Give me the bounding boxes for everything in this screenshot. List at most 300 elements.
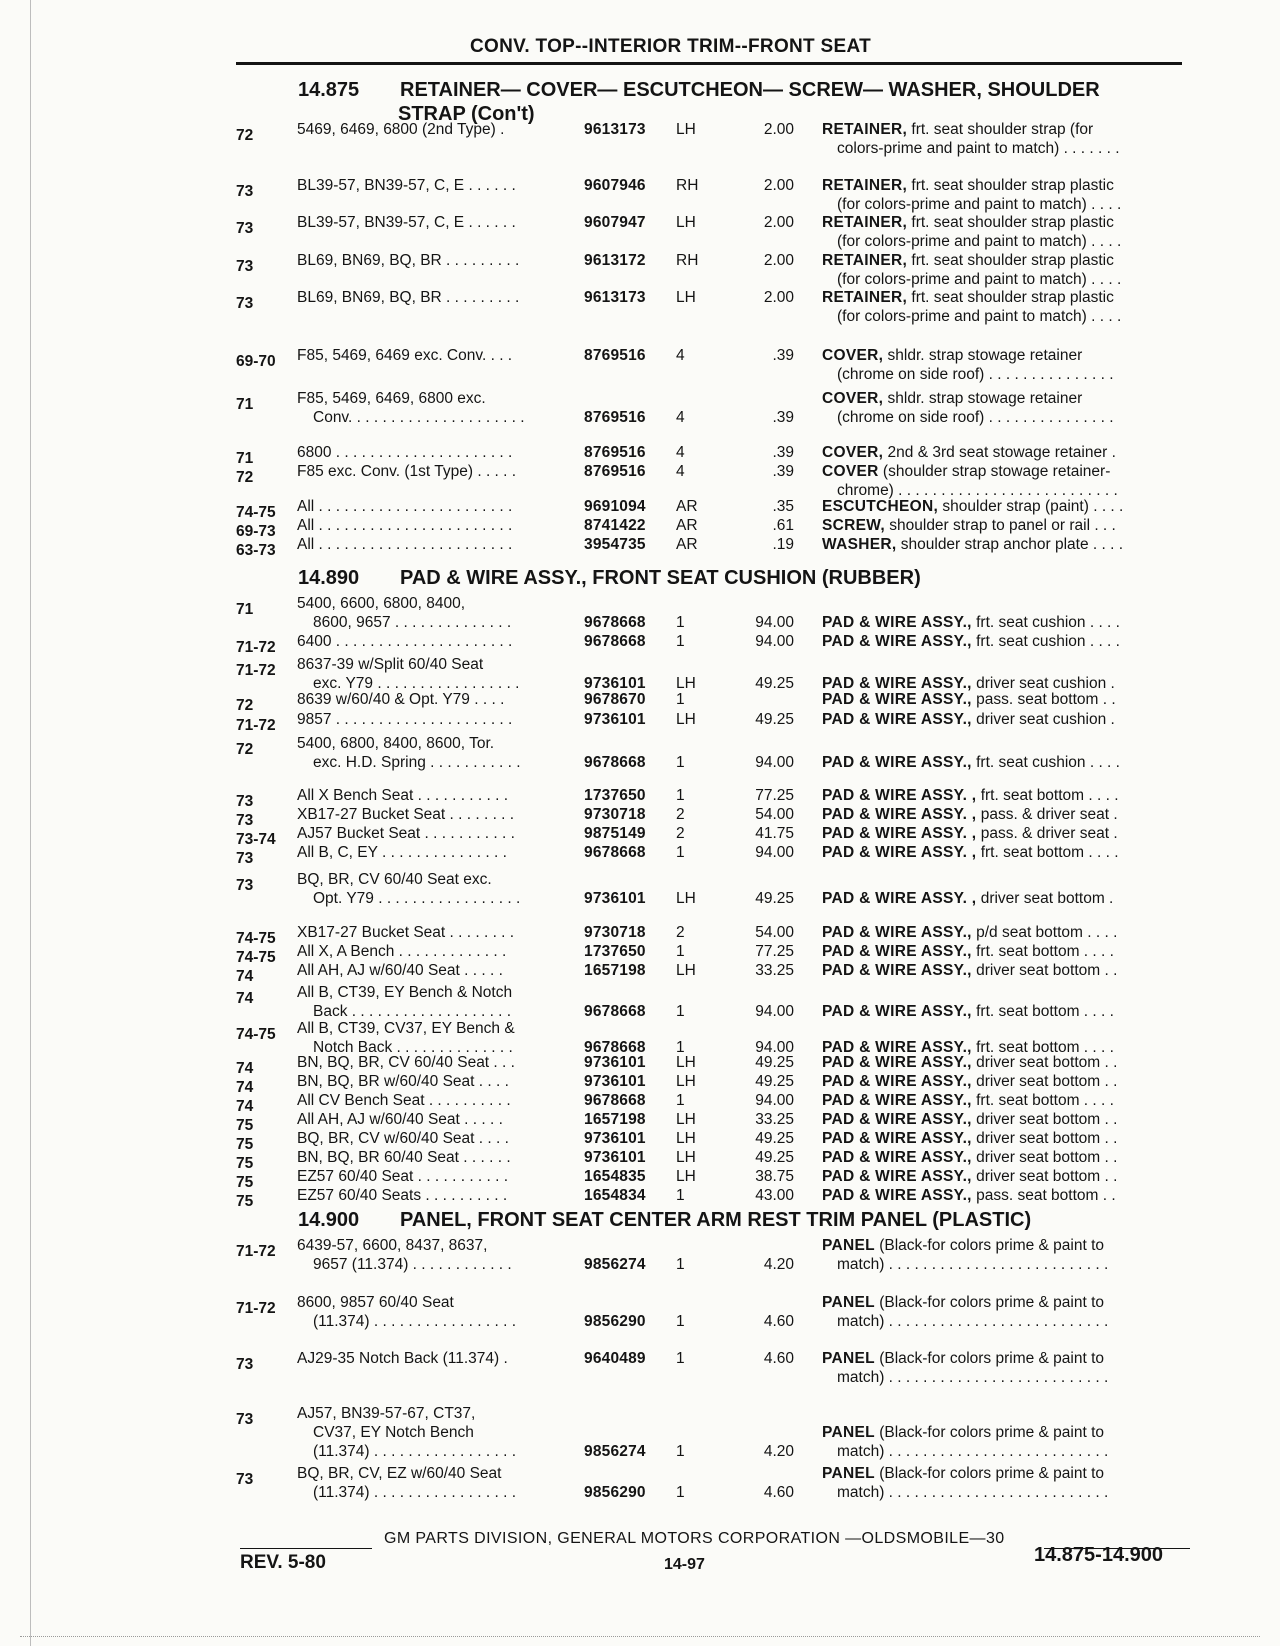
footer-revision: REV. 5-80 — [240, 1552, 326, 1573]
description-line — [822, 1237, 1104, 1254]
model-year: 74 — [236, 1060, 254, 1077]
part-number: 9678668 — [584, 633, 646, 650]
model-applicability — [297, 443, 562, 462]
model-year: 75 — [236, 1193, 254, 1210]
part-number: 9678670 — [584, 691, 646, 708]
part-name: RETAINER, — [822, 289, 908, 306]
price: 2.00 — [763, 214, 794, 231]
price: 49.25 — [755, 890, 794, 907]
model-year: 74 — [236, 1098, 254, 1115]
model-year: 73 — [236, 295, 254, 312]
model-line: 9857 . . . . . . . . . . . . . . . . . . . . . — [297, 711, 513, 728]
quantity: 2 — [676, 924, 685, 941]
description-line — [822, 711, 1115, 728]
model-line: BQ, BR, CV, EZ w/60/40 Seat — [297, 1465, 502, 1482]
part-number: 9607946 — [584, 177, 646, 194]
model-year: 63-73 — [236, 542, 276, 559]
quantity: 1 — [676, 1003, 685, 1020]
model-year: 75 — [236, 1136, 254, 1153]
quantity: RH — [676, 177, 699, 194]
part-description — [822, 1148, 1194, 1167]
description-text: driver seat bottom . — [976, 890, 1114, 907]
model-applicability — [297, 983, 562, 1021]
model-line: BL39-57, BN39-57, C, E . . . . . . — [297, 177, 516, 194]
description-text: driver seat cushion . — [971, 675, 1115, 692]
description-text: (shoulder strap stowage retainer- — [878, 463, 1111, 480]
description-line — [822, 1130, 1117, 1147]
quantity: 1 — [676, 1484, 685, 1501]
description-text: driver seat bottom . . — [971, 1054, 1118, 1071]
part-number: 1654835 — [584, 1168, 646, 1185]
part-number: 9640489 — [584, 1350, 646, 1367]
part-description — [822, 824, 1194, 843]
price: 49.25 — [755, 1149, 794, 1166]
part-name: PAD & WIRE ASSY., — [822, 1003, 972, 1020]
quantity: 1 — [676, 1092, 685, 1109]
model-line: Conv. . . . . . . . . . . . . . . . . . . . . — [313, 409, 525, 426]
model-applicability — [297, 1293, 562, 1331]
model-line: AJ57, BN39-57-67, CT37, — [297, 1405, 476, 1422]
model-line: BN, BQ, BR, CV 60/40 Seat . . . — [297, 1054, 515, 1071]
price: .39 — [772, 444, 794, 461]
quantity: 1 — [676, 1350, 685, 1367]
description-text: frt. seat shoulder strap (for — [907, 121, 1094, 138]
description-text: pass. & driver seat . — [976, 806, 1118, 823]
part-name: PANEL — [822, 1424, 875, 1441]
model-applicability — [297, 389, 562, 427]
part-name: COVER, — [822, 444, 884, 461]
part-description — [822, 805, 1194, 824]
model-applicability — [297, 1464, 562, 1502]
price: 2.00 — [763, 252, 794, 269]
section-number: 14.890 — [298, 567, 360, 589]
description-line — [822, 390, 1082, 407]
part-name: RETAINER, — [822, 214, 908, 231]
part-number: 9856290 — [584, 1313, 646, 1330]
model-applicability — [297, 710, 562, 729]
description-line — [822, 1350, 1104, 1367]
model-applicability — [297, 1053, 562, 1072]
model-year: 75 — [236, 1155, 254, 1172]
part-description — [822, 613, 1194, 632]
part-name: PAD & WIRE ASSY. , — [822, 844, 977, 861]
part-description — [822, 346, 1194, 384]
model-year: 73 — [236, 1471, 254, 1488]
footer-page-number: 14-97 — [664, 1556, 705, 1573]
description-line — [822, 1092, 1114, 1109]
quantity: LH — [676, 675, 696, 692]
price: 54.00 — [755, 924, 794, 941]
description-text: driver seat cushion . — [971, 711, 1115, 728]
description-text: p/d seat bottom . . . . — [971, 924, 1118, 941]
price: 2.00 — [763, 289, 794, 306]
model-line: All CV Bench Seat . . . . . . . . . . — [297, 1092, 511, 1109]
part-description — [822, 961, 1194, 980]
part-number: 9736101 — [584, 1130, 646, 1147]
description-text: driver seat bottom . . — [971, 1111, 1118, 1128]
model-line: F85, 5469, 6469, 6800 exc. — [297, 390, 486, 407]
model-applicability — [297, 288, 562, 307]
part-description — [822, 213, 1194, 251]
part-name: PAD & WIRE ASSY., — [822, 1054, 972, 1071]
quantity: AR — [676, 498, 698, 515]
model-line: 9657 (11.374) . . . . . . . . . . . . — [313, 1256, 512, 1273]
model-line: All AH, AJ w/60/40 Seat . . . . . — [297, 962, 503, 979]
part-name: COVER, — [822, 347, 884, 364]
description-line — [822, 289, 1114, 306]
part-name: PAD & WIRE ASSY., — [822, 1168, 972, 1185]
part-number: 9678668 — [584, 1039, 646, 1056]
part-name: RETAINER, — [822, 177, 908, 194]
price: 94.00 — [755, 633, 794, 650]
price: 4.20 — [763, 1443, 794, 1460]
model-year: 75 — [236, 1174, 254, 1191]
part-name: PAD & WIRE ASSY., — [822, 675, 972, 692]
description-line — [822, 890, 1113, 907]
quantity: 1 — [676, 614, 685, 631]
part-name: ESCUTCHEON, — [822, 498, 939, 515]
description-line — [822, 1054, 1117, 1071]
model-applicability — [297, 497, 562, 516]
quantity: 1 — [676, 943, 685, 960]
description-text: driver seat bottom . . — [971, 962, 1118, 979]
section-title: RETAINER— COVER— ESCUTCHEON— SCREW— WASHER, SHOULDER — [400, 79, 1100, 101]
quantity: LH — [676, 1130, 696, 1147]
part-name: PAD & WIRE ASSY., — [822, 1187, 972, 1204]
model-line: All B, CT39, CV37, EY Bench & — [297, 1020, 515, 1037]
part-name: PAD & WIRE ASSY., — [822, 1092, 972, 1109]
part-number: 9678668 — [584, 614, 646, 631]
model-line: 5400, 6800, 8400, 8600, Tor. — [297, 735, 495, 752]
model-line: BL69, BN69, BQ, BR . . . . . . . . . — [297, 252, 520, 269]
section-title: PANEL, FRONT SEAT CENTER ARM REST TRIM PANEL (PLASTIC) — [400, 1209, 1032, 1231]
part-number: 9613172 — [584, 252, 646, 269]
part-number: 9856274 — [584, 1256, 646, 1273]
description-line — [822, 444, 1116, 461]
part-number: 9736101 — [584, 1149, 646, 1166]
description-line — [822, 844, 1119, 861]
model-line: All AH, AJ w/60/40 Seat . . . . . — [297, 1111, 503, 1128]
model-year: 73 — [236, 877, 254, 894]
price: .35 — [772, 498, 794, 515]
description-text: frt. seat cushion . . . . — [971, 614, 1120, 631]
part-description — [822, 516, 1194, 535]
part-number: 9736101 — [584, 1073, 646, 1090]
model-line: 6400 . . . . . . . . . . . . . . . . . . . . . — [297, 633, 513, 650]
quantity: 1 — [676, 1039, 685, 1056]
description-text: (Black-for colors prime & paint to — [874, 1294, 1105, 1311]
description-line — [822, 536, 1123, 553]
part-name: PAD & WIRE ASSY., — [822, 1111, 972, 1128]
description-line — [822, 1003, 1114, 1020]
model-applicability — [297, 824, 562, 843]
part-description — [822, 690, 1194, 709]
price: 94.00 — [755, 1092, 794, 1109]
model-year: 71 — [236, 601, 254, 618]
model-year: 75 — [236, 1117, 254, 1134]
description-line — [822, 825, 1118, 842]
part-number: 8769516 — [584, 347, 646, 364]
part-name: PAD & WIRE ASSY., — [822, 633, 972, 650]
description-line — [822, 214, 1114, 231]
model-applicability — [297, 632, 562, 651]
part-name: PANEL — [822, 1294, 875, 1311]
model-line: BN, BQ, BR w/60/40 Seat . . . . — [297, 1073, 509, 1090]
price: .19 — [772, 536, 794, 553]
quantity: 1 — [676, 754, 685, 771]
price: 4.60 — [763, 1484, 794, 1501]
part-number: 9678668 — [584, 754, 646, 771]
part-name: PAD & WIRE ASSY., — [822, 924, 972, 941]
part-number: 9678668 — [584, 1003, 646, 1020]
model-year: 69-73 — [236, 523, 276, 540]
model-line: 8600, 9657 . . . . . . . . . . . . . . — [313, 614, 512, 631]
part-description — [822, 1186, 1194, 1205]
model-year: 74-75 — [236, 949, 276, 966]
description-text: frt. seat shoulder strap plastic — [907, 177, 1114, 194]
price: 33.25 — [755, 1111, 794, 1128]
part-name: PANEL — [822, 1465, 875, 1482]
part-number: 1657198 — [584, 1111, 646, 1128]
description-text: frt. seat cushion . . . . — [971, 633, 1120, 650]
description-line — [822, 1168, 1117, 1185]
description-continuation: match) . . . . . . . . . . . . . . . . . . . . . . . . . . — [837, 1313, 1109, 1330]
model-line: All X Bench Seat . . . . . . . . . . . — [297, 787, 509, 804]
part-description — [822, 923, 1194, 942]
part-name: SCREW, — [822, 517, 885, 534]
part-number: 9613173 — [584, 121, 646, 138]
part-description — [822, 1349, 1194, 1387]
part-description — [822, 889, 1194, 908]
model-year: 74 — [236, 990, 254, 1007]
description-line — [822, 787, 1119, 804]
part-number: 1737650 — [584, 943, 646, 960]
description-text: frt. seat bottom . . . . — [971, 1039, 1114, 1056]
price: 4.60 — [763, 1350, 794, 1367]
part-number: 1737650 — [584, 787, 646, 804]
description-continuation: chrome) . . . . . . . . . . . . . . . . . . . . . . . . . . — [837, 482, 1118, 499]
model-year: 71-72 — [236, 1300, 276, 1317]
part-number: 9678668 — [584, 1092, 646, 1109]
description-continuation: (for colors-prime and paint to match) . . . . — [837, 196, 1122, 213]
quantity: 1 — [676, 787, 685, 804]
description-line — [822, 1073, 1117, 1090]
part-name: PAD & WIRE ASSY. , — [822, 806, 977, 823]
description-continuation: (for colors-prime and paint to match) . . . . — [837, 308, 1122, 325]
description-text: (Black-for colors prime & paint to — [874, 1424, 1105, 1441]
price: 49.25 — [755, 675, 794, 692]
quantity: AR — [676, 517, 698, 534]
model-year: 74-75 — [236, 504, 276, 521]
section-number: 14.900 — [298, 1209, 360, 1231]
model-line: F85 exc. Conv. (1st Type) . . . . . — [297, 463, 517, 480]
model-applicability — [297, 1019, 562, 1057]
description-continuation: (for colors-prime and paint to match) . . . . — [837, 233, 1122, 250]
model-year: 73 — [236, 183, 254, 200]
description-text: 2nd & 3rd seat stowage retainer . — [883, 444, 1116, 461]
model-year: 74-75 — [236, 1026, 276, 1043]
model-year: 74 — [236, 1079, 254, 1096]
part-description — [822, 942, 1194, 961]
description-line — [822, 1111, 1117, 1128]
part-description — [822, 753, 1194, 772]
description-line — [822, 463, 1110, 480]
price: 49.25 — [755, 1073, 794, 1090]
model-applicability — [297, 1129, 562, 1148]
description-text: frt. seat cushion . . . . — [971, 754, 1120, 771]
quantity: LH — [676, 289, 696, 306]
quantity: 4 — [676, 409, 685, 426]
part-name: PAD & WIRE ASSY., — [822, 1039, 972, 1056]
model-applicability — [297, 843, 562, 862]
model-year: 71 — [236, 396, 254, 413]
quantity: AR — [676, 536, 698, 553]
model-applicability — [297, 1186, 562, 1205]
part-name: PAD & WIRE ASSY. , — [822, 890, 977, 907]
part-number: 9730718 — [584, 924, 646, 941]
model-applicability — [297, 120, 562, 139]
part-description — [822, 1167, 1194, 1186]
price: 94.00 — [755, 1003, 794, 1020]
description-text: (Black-for colors prime & paint to — [874, 1237, 1105, 1254]
quantity: 4 — [676, 444, 685, 461]
quantity: 1 — [676, 1187, 685, 1204]
model-line: exc. H.D. Spring . . . . . . . . . . . — [313, 754, 521, 771]
description-line — [822, 177, 1114, 194]
part-description — [822, 120, 1194, 158]
description-line — [822, 347, 1082, 364]
quantity: 4 — [676, 463, 685, 480]
quantity: 2 — [676, 825, 685, 842]
model-applicability — [297, 516, 562, 535]
price: 54.00 — [755, 806, 794, 823]
part-description — [822, 462, 1194, 500]
part-number: 9678668 — [584, 844, 646, 861]
quantity: 1 — [676, 1256, 685, 1273]
description-line — [822, 121, 1093, 138]
part-description — [822, 1236, 1194, 1274]
part-description — [822, 288, 1194, 326]
description-line — [822, 691, 1116, 708]
price: .39 — [772, 463, 794, 480]
model-line: AJ29-35 Notch Back (11.374) . — [297, 1350, 508, 1367]
part-number: 9856274 — [584, 1443, 646, 1460]
part-name: PAD & WIRE ASSY., — [822, 614, 972, 631]
part-description — [822, 389, 1194, 427]
part-number: 3954735 — [584, 536, 646, 553]
part-number: 9736101 — [584, 711, 646, 728]
model-applicability — [297, 655, 562, 693]
model-applicability — [297, 535, 562, 554]
model-applicability — [297, 923, 562, 942]
price: 49.25 — [755, 1130, 794, 1147]
part-number: 9856290 — [584, 1484, 646, 1501]
price: 94.00 — [755, 844, 794, 861]
description-text: frt. seat bottom . . . . — [971, 1092, 1114, 1109]
model-line: BQ, BR, CV w/60/40 Seat . . . . — [297, 1130, 509, 1147]
model-line: 5469, 6469, 6800 (2nd Type) . — [297, 121, 505, 138]
part-number: 1654834 — [584, 1187, 646, 1204]
quantity: LH — [676, 214, 696, 231]
model-applicability — [297, 870, 562, 908]
model-year: 73 — [236, 1356, 254, 1373]
description-line — [822, 806, 1118, 823]
model-applicability — [297, 961, 562, 980]
model-applicability — [297, 1148, 562, 1167]
model-year: 73-74 — [236, 831, 276, 848]
model-line: CV37, EY Notch Bench — [313, 1424, 474, 1441]
part-name: PAD & WIRE ASSY. , — [822, 787, 977, 804]
model-line: 5400, 6600, 6800, 8400, — [297, 595, 466, 612]
price: 4.60 — [763, 1313, 794, 1330]
description-line — [822, 1149, 1117, 1166]
description-continuation: match) . . . . . . . . . . . . . . . . . . . . . . . . . . — [837, 1256, 1109, 1273]
model-line: 8637-39 w/Split 60/40 Seat — [297, 656, 484, 673]
part-description — [822, 1072, 1194, 1091]
part-number: 8769516 — [584, 463, 646, 480]
part-name: PAD & WIRE ASSY., — [822, 962, 972, 979]
model-applicability — [297, 805, 562, 824]
model-applicability — [297, 1167, 562, 1186]
part-name: COVER, — [822, 390, 884, 407]
description-text: frt. seat bottom . . . . — [971, 1003, 1114, 1020]
footer-rule-left — [240, 1548, 372, 1549]
model-line: EZ57 60/40 Seats . . . . . . . . . . — [297, 1187, 508, 1204]
price: 33.25 — [755, 962, 794, 979]
part-description — [822, 1053, 1194, 1072]
part-name: WASHER, — [822, 536, 897, 553]
quantity: 2 — [676, 806, 685, 823]
quantity: 4 — [676, 347, 685, 364]
description-text: driver seat bottom . . — [971, 1073, 1118, 1090]
description-text: driver seat bottom . . — [971, 1130, 1118, 1147]
model-line: (11.374) . . . . . . . . . . . . . . . . . — [313, 1313, 516, 1330]
description-continuation: match) . . . . . . . . . . . . . . . . . . . . . . . . . . — [837, 1484, 1109, 1501]
model-applicability — [297, 346, 562, 365]
part-description — [822, 843, 1194, 862]
model-line: BL39-57, BN39-57, C, E . . . . . . — [297, 214, 516, 231]
description-text: frt. seat bottom . . . . — [976, 787, 1119, 804]
model-year: 72 — [236, 127, 254, 144]
model-line: EZ57 60/40 Seat . . . . . . . . . . . — [297, 1168, 509, 1185]
model-line: Notch Back . . . . . . . . . . . . . . — [313, 1039, 513, 1056]
model-line: (11.374) . . . . . . . . . . . . . . . . . — [313, 1443, 516, 1460]
description-text: shldr. strap stowage retainer — [883, 390, 1083, 407]
quantity: 1 — [676, 1443, 685, 1460]
model-line: XB17-27 Bucket Seat . . . . . . . . — [297, 924, 515, 941]
description-line — [822, 1294, 1104, 1311]
part-description — [822, 176, 1194, 214]
footer-section-range: 14.875-14.900 — [1034, 1544, 1164, 1566]
description-line — [822, 962, 1117, 979]
part-name: PAD & WIRE ASSY., — [822, 691, 972, 708]
model-applicability — [297, 176, 562, 195]
model-year: 69-70 — [236, 353, 276, 370]
price: 43.00 — [755, 1187, 794, 1204]
description-text: pass. & driver seat . — [976, 825, 1118, 842]
description-text: (Black-for colors prime & paint to — [874, 1465, 1105, 1482]
part-description — [822, 1091, 1194, 1110]
model-year: 73 — [236, 793, 254, 810]
quantity: LH — [676, 962, 696, 979]
part-name: PANEL — [822, 1350, 875, 1367]
model-applicability — [297, 251, 562, 270]
part-description — [822, 497, 1194, 516]
description-line — [822, 517, 1116, 534]
model-line: (11.374) . . . . . . . . . . . . . . . . . — [313, 1484, 516, 1501]
section-header-14875 — [298, 78, 1100, 125]
description-text: shoulder strap (paint) . . . . — [938, 498, 1124, 515]
